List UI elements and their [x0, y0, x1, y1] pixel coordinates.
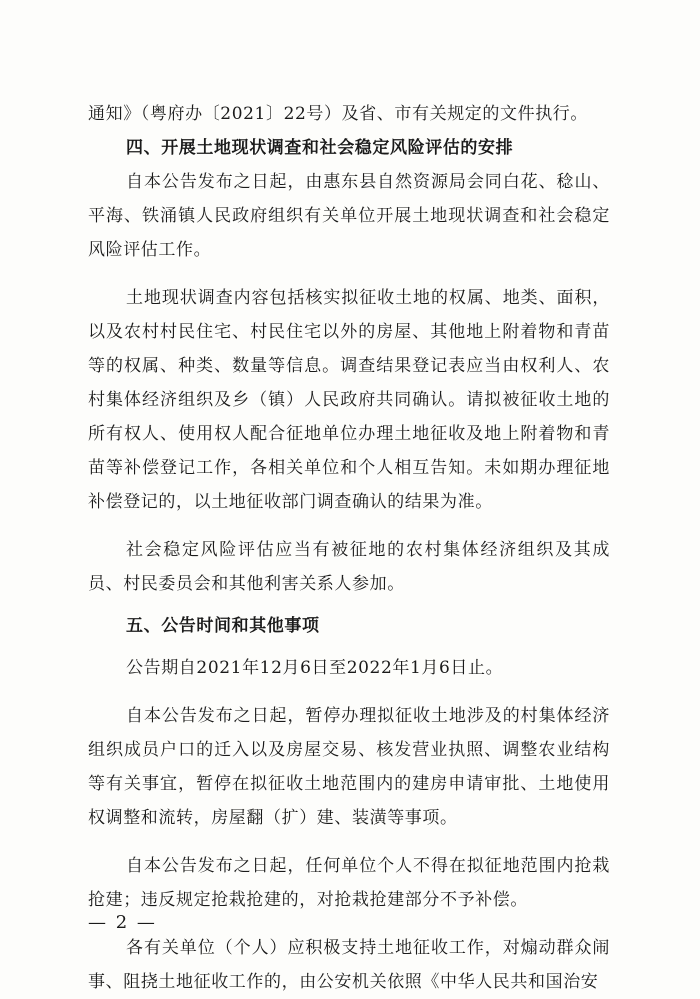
section-heading-4: 四、开展土地现状调查和社会稳定风险评估的安排	[126, 138, 514, 158]
section-heading-5: 五、公告时间和其他事项	[126, 616, 320, 636]
document-body	[88, 97, 610, 999]
paragraph: 自本公告发布之日起，暂停办理拟征收土地涉及的村集体经济组织成员户口的迁入以及房屋交易、核发营业执照、调整农业结构等有关事宜，暂停在拟征收土地范围内的建房申请审批、土地使用权调整和流转，房屋翻（扩）建、装潢等事项。	[88, 706, 610, 828]
page-number: — 2 —	[88, 912, 157, 933]
paragraph: 各有关单位（个人）应积极支持土地征收工作，对煽动群众闹事、阻挠土地征收工作的，由公安机关依照《中华人民共和国治安	[88, 938, 610, 992]
paragraph: 土地现状调查内容包括核实拟征收土地的权属、地类、面积，以及农村村民住宅、村民住宅以外的房屋、其他地上附着物和青苗等的权属、种类、数量等信息。调查结果登记表应当由权利人、农村集体经济组织及乡（镇）人民政府共同确认。请拟被征收土地的所有权人、使用权人配合征地单位办理土地征收及地上附着物和青苗等补偿登记工作，各相关单位和个人相互告知。未如期办理征地补偿登记的，以土地征收部门调查确认的结果为准。	[88, 288, 610, 512]
paragraph: 公告期自2021年12月6日至2022年1月6日止。	[126, 658, 504, 678]
paragraph-continuation: 通知》（粤府办〔2021〕22号）及省、市有关规定的文件执行。	[88, 104, 588, 124]
paragraph: 自本公告发布之日起，由惠东县自然资源局会同白花、稔山、平海、铁涌镇人民政府组织有关单位开展土地现状调查和社会稳定风险评估工作。	[88, 172, 610, 260]
paragraph: 社会稳定风险评估应当有被征地的农村集体经济组织及其成员、村民委员会和其他利害关系人参加。	[88, 540, 610, 594]
paragraph: 自本公告发布之日起，任何单位个人不得在拟征地范围内抢栽抢建；违反规定抢栽抢建的，对抢栽抢建部分不予补偿。	[88, 856, 610, 910]
